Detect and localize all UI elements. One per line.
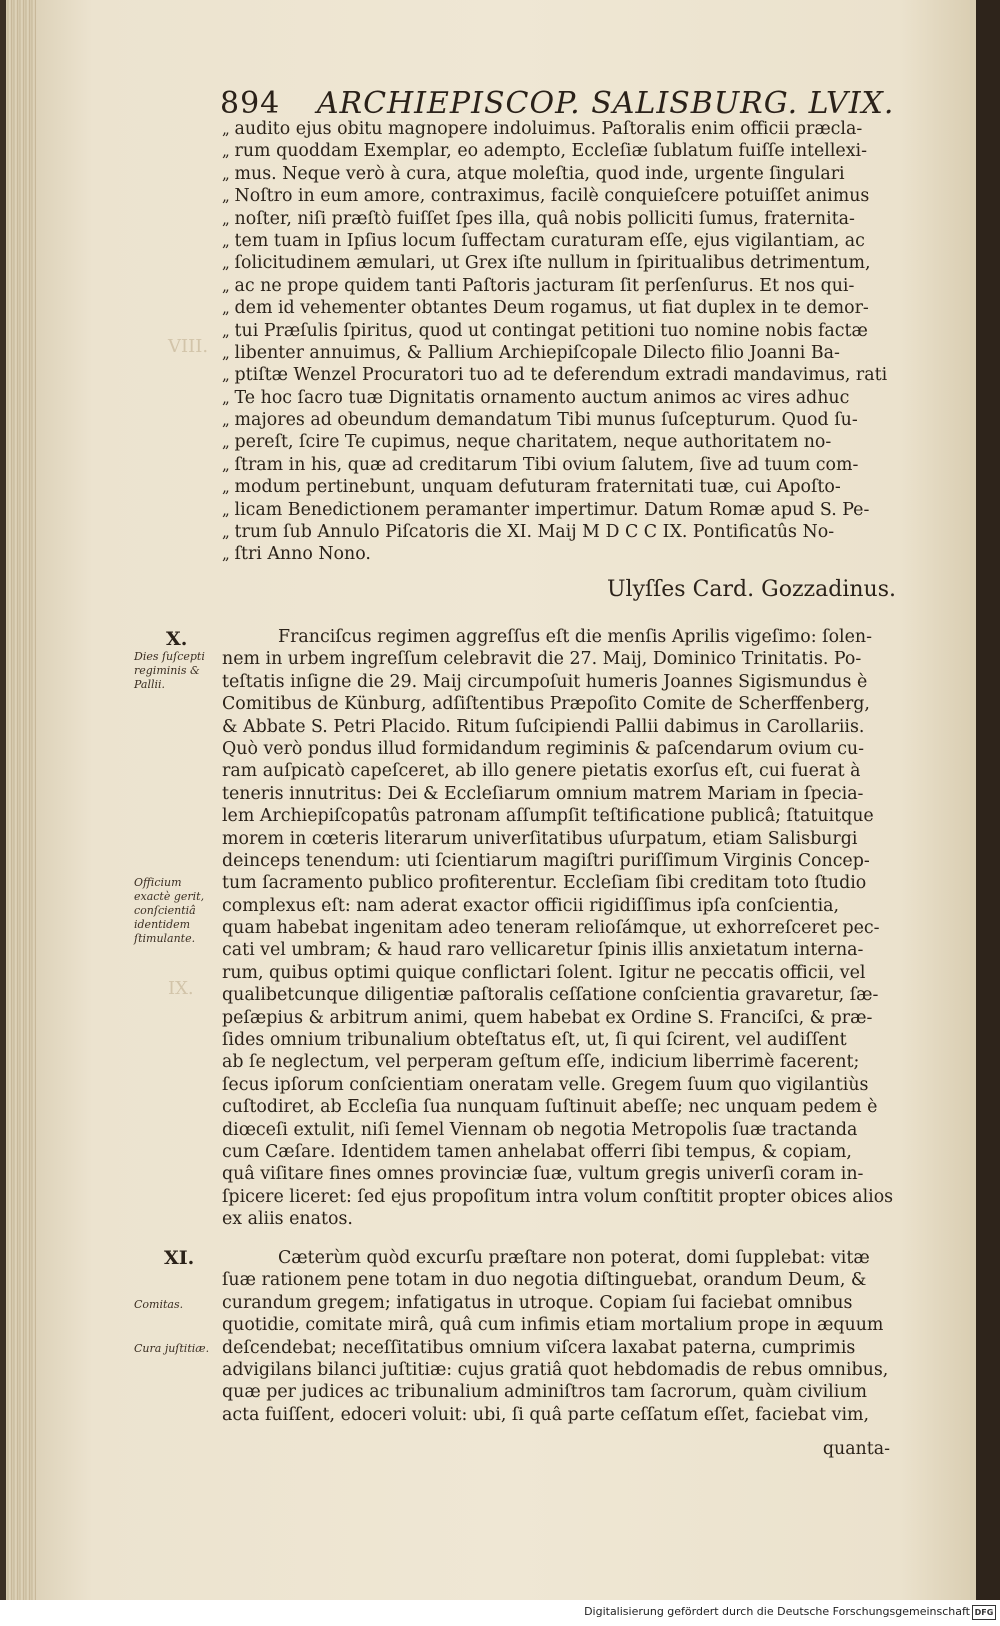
text-line: Comitibus de Künburg, adſiſtentibus Præpoſito Comite de Scherffenberg, xyxy=(222,694,870,715)
letter-line: „ majores ad obeundum demandatum Tibi munus ſuſcepturum. Quod ſu- xyxy=(222,409,900,431)
page-number: 894 xyxy=(220,86,281,121)
text-line: qualibetcunque diligentiæ paſtoralis ceſſatione conſcientia gravaretur, ſæ- xyxy=(222,985,879,1006)
binding-gutter xyxy=(976,0,1000,1600)
text-line: teneris innutritus: Dei & Eccleſiarum omnium matrem Mariam in ſpecia- xyxy=(222,783,864,804)
text-line: peſæpius & arbitrum animi, quem habebat ex Ordine S. Franciſci, & præ- xyxy=(222,1007,873,1028)
text-line: cati vel umbram; & haud raro vellicaretur ſpinis illis anxietatum interna- xyxy=(222,940,864,961)
letter-line: „ ſtram in his, quæ ad creditarum Tibi ovium ſalutem, ſive ad tuum com- xyxy=(222,454,900,476)
text-line: tum ſacramento publico profiterentur. Eccleſiam ſibi creditam toto ſtudio xyxy=(222,873,867,894)
catchword: quanta- xyxy=(822,1439,890,1459)
section-number-xi: XI. xyxy=(164,1247,195,1269)
text-line: curandum gregem; infatigatus in utroque. Copiam ſui faciebat omnibus xyxy=(222,1292,853,1313)
text-line: lem Archiepiſcopatûs patronam aſſumpſit teſtificatione publicâ; ſtatuitque xyxy=(222,806,874,827)
margin-note-regimen: Dies ſuſcepti regiminis & Pallii. xyxy=(134,650,205,691)
running-title: ARCHIEPISCOP. SALISBURG. LVIX. xyxy=(316,86,895,121)
text-line: & Abbate S. Petri Placido. Ritum ſuſcipiendi Pallii dabimus in Carollariis. xyxy=(222,716,865,737)
text-line: ſpicere liceret: ſed ejus propoſitum intra volum conſtitit propter obices alios xyxy=(222,1186,894,1207)
text-line: Franciſcus regimen aggreſſus eſt die menſis Aprilis vigeſimo: ſolen- xyxy=(278,627,872,647)
text-line: quam habebat ingenitam adeo teneram relioſámque, ut exhorreſceret pec- xyxy=(222,918,880,939)
text-line: ex aliis enatos. xyxy=(222,1209,353,1230)
text-line: quotidie, comitate mirâ, quâ cum infimis etiam mortalium prope in æquum xyxy=(222,1315,884,1336)
letter-line: „ tem tuam in Ipſius locum ſuffectam curaturam eſſe, ejus vigilantiam, ac xyxy=(222,230,900,252)
margin-note-comitas: Comitas. xyxy=(134,1298,184,1311)
text-line: advigilans bilanci juſtitiæ: cujus gratiâ quot hebdomadis de rebus omnibus, xyxy=(222,1359,889,1380)
signature: Ulyſſes Card. Gozzadinus. xyxy=(607,577,896,602)
letter-block xyxy=(222,118,900,566)
letter-line: „ libenter annuimus, & Pallium Archiepiſcopale Dilecto filio Joanni Ba- xyxy=(222,342,900,364)
letter-line: „ ſtri Anno Nono. xyxy=(222,543,900,565)
text-line: ſuæ rationem pene totam in duo negotia diſtinguebat, orandum Deum, & xyxy=(222,1270,867,1291)
text-line: Cæterùm quòd excurſu præſtare non poterat, domi ſupplebat: vitæ xyxy=(278,1248,870,1268)
text-line: complexus eſt: nam aderat exactor officii rigidiſſimus ipſa conſcientia, xyxy=(222,895,840,916)
letter-line: „ tui Præſulis ſpiritus, quod ut contingat petitioni tuo nomine nobis factæ xyxy=(222,320,900,342)
letter-line: „ audito ejus obitu magnopere indoluimus. Paſtoralis enim officii præcla- xyxy=(222,118,900,140)
letter-line: „ pereſt, ſcire Te cupimus, neque charitatem, neque authoritatem no- xyxy=(222,431,900,453)
margin-note-justitia: Cura juſtitiæ. xyxy=(134,1342,210,1355)
letter-line: „ mus. Neque verò à cura, atque moleſtia, quod inde, urgente ſingulari xyxy=(222,163,900,185)
letter-line: „ Te hoc ſacro tuæ Dignitatis ornamento auctum animos ac vires adhuc xyxy=(222,387,900,409)
margin-note-officium: Officium exactè gerit, conſcientiâ identidem ſtimulante. xyxy=(134,876,205,945)
text-line: ſides omnium tribunalium obteſtatus eſt, ut, ſi qui ſcirent, vel audiſſent xyxy=(222,1030,847,1051)
footer-credit: Digitalisierung gefördert durch die Deutsche Forschungsgemeinschaft xyxy=(584,1605,970,1618)
text-line: quæ per judices ac tribunalium adminiſtros tam ſacrorum, quàm civilium xyxy=(222,1382,867,1403)
text-line: Quò verò pondus illud formidandum regiminis & paſcendarum ovium cu- xyxy=(222,738,865,759)
text-line: ab ſe neglectum, vel perperam geſtum eſſe, indicium liberrimè facerent; xyxy=(222,1052,860,1073)
text-line: rum, quibus optimi quique conflictari ſolent. Igitur ne peccatis officii, vel xyxy=(222,962,866,983)
section-x-text xyxy=(222,626,900,1231)
letter-line: „ rum quoddam Exemplar, eo adempto, Eccleſiæ ſublatum fuiſſe intellexi- xyxy=(222,140,900,162)
letter-line: „ dem id vehementer obtantes Deum rogamus, ut fiat duplex in te demor- xyxy=(222,297,900,319)
letter-line: „ ac ne prope quidem tanti Paſtoris jacturam ſit perſenſurus. Et nos qui- xyxy=(222,275,900,297)
letter-line: „ noſter, niſi præſtò fuiſſet ſpes illa, quâ nobis polliciti ſumus, fraternita- xyxy=(222,208,900,230)
dfg-logo-icon: DFG xyxy=(972,1605,996,1620)
letter-line: „ licam Benedictionem peramanter impertimur. Datum Romæ apud S. Pe- xyxy=(222,499,900,521)
section-number-x: X. xyxy=(166,628,188,650)
text-line: ram auſpicatò capeſceret, ab illo genere pietatis exorſus eſt, cui fuerat à xyxy=(222,761,861,782)
text-line: deinceps tenendum: uti ſcientiarum magiſtri puriſſimum Virginis Concep- xyxy=(222,850,870,871)
text-line: cuſtodiret, ab Eccleſia ſua nunquam ſuſtinuit abeſſe; nec unquam pedem è xyxy=(222,1097,878,1118)
text-line: teſtatis inſigne die 29. Maij circumpoſuit humeris Joannes Sigismundus è xyxy=(222,671,868,692)
footer-bar xyxy=(0,1600,1000,1626)
letter-line: „ ptiſtæ Wenzel Procuratori tuo ad te deferendum extradi mandavimus, rati xyxy=(222,364,900,386)
page-edges xyxy=(6,0,36,1600)
text-line: quâ viſitare fines omnes provinciæ ſuæ, vultum gregis univerſi coram in- xyxy=(222,1164,864,1185)
show-through-viii: VIII. xyxy=(168,336,209,357)
text-line: diœceſi extulit, niſi ſemel Viennam ob negotia Metropolis ſuæ tractanda xyxy=(222,1119,858,1140)
text-line: nem in urbem ingreſſum celebravit die 27. Maij, Dominico Trinitatis. Po- xyxy=(222,649,862,670)
text-line: acta fuiſſent, edoceri voluit: ubi, ſi quâ parte ceſſatum eſſet, faciebat vim, xyxy=(222,1404,870,1425)
section-xi-text xyxy=(222,1247,900,1426)
letter-line: „ trum ſub Annulo Piſcatoris die XI. Maij M D C C IX. Pontificatûs No- xyxy=(222,521,900,543)
text-line: deſcendebat; neceſſitatibus omnium viſcera laxabat paterna, cumprimis xyxy=(222,1337,856,1358)
show-through-ix: IX. xyxy=(168,978,194,999)
text-line: ſecus ipſorum conſcientiam oneratam velle. Gregem ſuum quo vigilantiùs xyxy=(222,1074,869,1095)
text-line: cum Cæſare. Identidem tamen anhelabat offerri ſibi tempus, & copiam, xyxy=(222,1141,852,1162)
text-line: morem in cœteris literarum univerſitatibus uſurpatum, etiam Salisburgi xyxy=(222,828,858,849)
letter-line: „ modum pertinebunt, unquam defuturam fraternitati tuæ, cui Apoſto- xyxy=(222,476,900,498)
letter-line: „ Noſtro in eum amore, contraximus, facilè conquieſcere potuiſſet animus xyxy=(222,185,900,207)
letter-line: „ ſolicitudinem æmulari, ut Grex iſte nullum in ſpiritualibus detrimentum, xyxy=(222,252,900,274)
